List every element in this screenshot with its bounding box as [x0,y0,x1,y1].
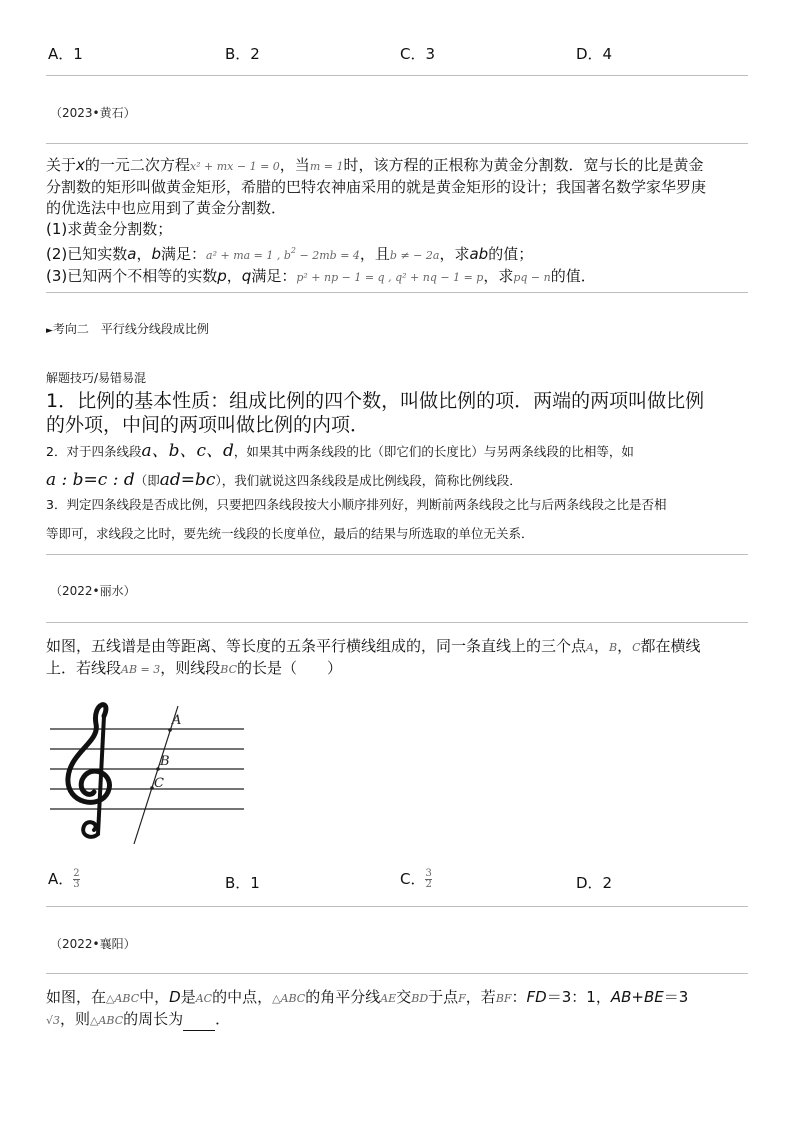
tip-3: 3．判定四条线段是否成比例，只要把四条线段按大小顺序排列好，判断前两条线段之比与后两条线段之比是否相 等即可，求线段之比时，要先统一线段的长度单位，最后的结果与所选取的单位无关系． [46,497,667,541]
question-line: 的优选法中也应用到了黄金分割数． [46,199,287,217]
label-a: A [172,713,182,728]
option-b: B．1 [225,874,260,892]
staff-figure [46,696,256,848]
option-a: A． $\frac{2}{3}$ [48,868,80,890]
option-c: C．3 [400,45,436,63]
divider [46,143,748,144]
divider [46,554,748,555]
option-d: D．2 [576,874,613,892]
tips-header: 解题技巧/易错易混 [46,371,147,385]
question-source: （2022•丽水） [50,584,136,598]
question-text: 如图，五线谱是由等距离、等长度的五条平行横线组成的，同一条直线上的三个点A，B，C都在横线 上．若线段AB = 3，则线段BC的长是（ ） [46,637,701,677]
question-part-1: (1)求黄金分割数； [46,220,173,238]
section-title: ►考向二 平行线分线段成比例 [46,322,209,336]
divider [46,973,748,974]
question-part-2: (2)已知实数a，b满足：a² + ma = 1 , $b^2 - 2mb = 4$，且b ≠ − 2a，求ab的值； [46,245,534,263]
option-d: D．4 [576,45,613,63]
question-part-3: (3)已知两个不相等的实数p，q满足：p² + np − 1 = q , q² + nq − 1 = p，求pq − n的值． [46,267,596,285]
answer-blank[interactable] [183,1014,215,1031]
divider [46,292,748,293]
option-a: A．1 [48,45,83,63]
question-text [46,155,750,288]
question-text: 如图，在△ABC中，D是AC的中点，△ABC的角平分线AE交BD于点F，若BF：FD＝3：1，AB+BE＝3 √3，则△ABC的周长为 ． [46,987,750,1031]
divider [46,906,748,907]
question-line: 分割数的矩形叫做黄金矩形，希腊的巴特农神庙采用的就是黄金矩形的设计；我国著名数学家华罗庚 [46,178,707,196]
question-line: 关于x的一元二次方程x² + mx − 1 = 0，当m = 1时，该方程的正根称为黄金分割数．宽与长的比是黄金 [46,156,704,174]
tip-2: 2．对于四条线段a、b、c、d，如果其中两条线段的比（即它们的长度比）与另两条线段的比相等，如 a : b=c : d（即ad=bc），我们就说这四条线段是成比例线段，简称比例线段． [46,441,634,490]
question-source: （2022•襄阳） [50,937,136,951]
point-a [168,728,172,732]
option-c: C． $\frac{3}{2}$ [400,868,432,890]
treble-clef-icon [68,705,110,837]
divider [46,622,748,623]
label-c: C [154,776,164,791]
option-b: B．2 [225,45,260,63]
label-b: B [160,754,170,769]
question-source: （2023•黄石） [50,106,136,120]
tip-1: 1．比例的基本性质：组成比例的四个数，叫做比例的项．两端的两项叫做比例 的外项，中间的两项叫做比例的内项． [46,390,705,436]
divider [46,75,748,76]
